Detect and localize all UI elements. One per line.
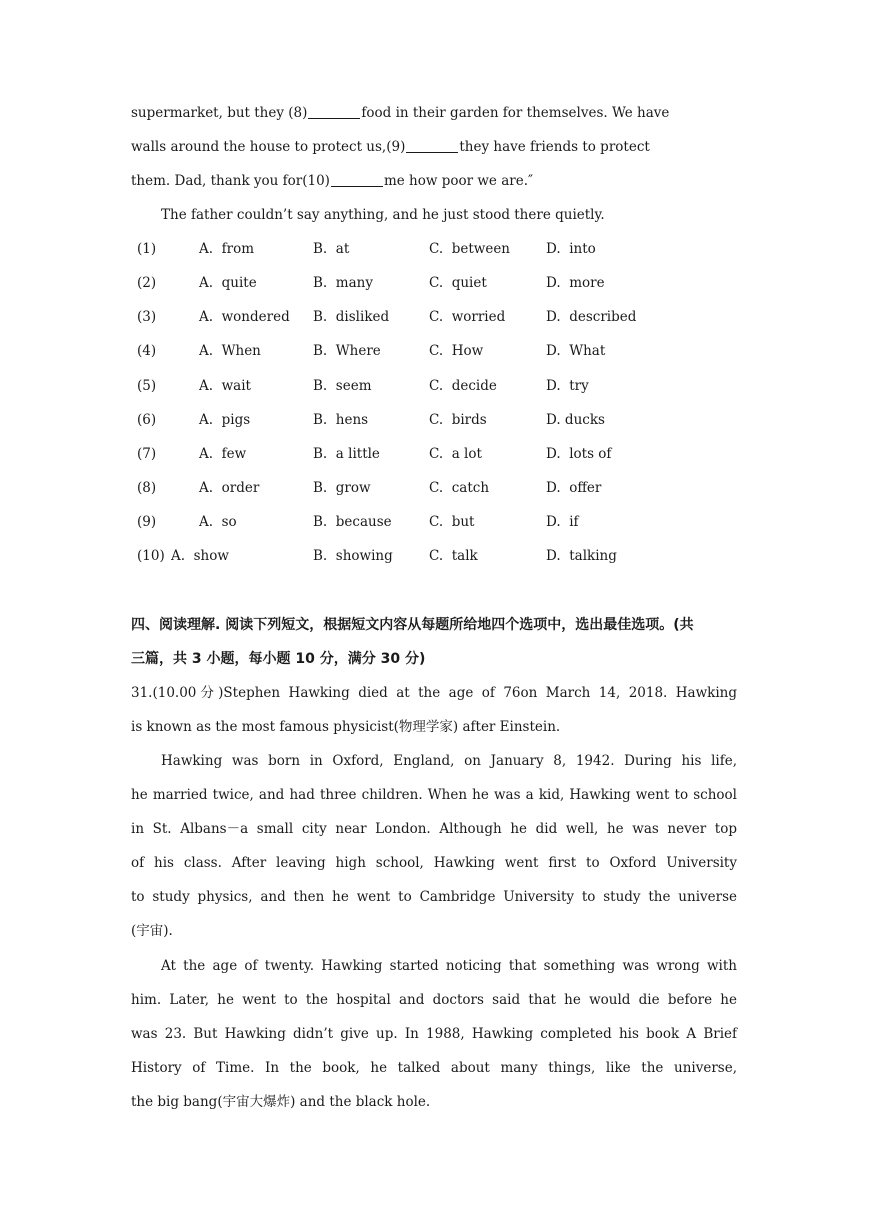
question-number: (3) bbox=[137, 309, 157, 325]
option-row bbox=[131, 505, 731, 539]
reading-line: (宇宙). bbox=[131, 923, 173, 939]
question-number: (4) bbox=[137, 343, 157, 359]
question-number: (1) bbox=[137, 241, 157, 257]
reading-line: was 23. But Hawking didn’t give up. In 1988, Hawking completed his book A Brief bbox=[131, 1026, 737, 1042]
option-c: C. decide bbox=[429, 378, 497, 394]
passage-text: food in their garden for themselves. We have bbox=[361, 105, 670, 121]
option-d: D. ducks bbox=[546, 412, 605, 428]
passage-text: me how poor we are.″ bbox=[383, 173, 534, 189]
question-number: (5) bbox=[137, 378, 157, 394]
passage-line-4: The father couldn’t say anything, and he just stood there quietly. bbox=[161, 207, 605, 223]
reading-line: to study physics, and then he went to Cambridge University to study the universe bbox=[131, 889, 737, 905]
section-heading-line-1: 四、阅读理解. 阅读下列短文，根据短文内容从每题所给地四个选项中，选出最佳选项。(共 bbox=[131, 617, 694, 633]
question-number: (8) bbox=[137, 480, 157, 496]
reading-line: in St. Albans－a small city near London. Although he did well, he was never top bbox=[131, 821, 737, 837]
reading-line: 31.(10.00分)Stephen Hawking died at the age of 76on March 14, 2018. Hawking bbox=[131, 685, 737, 701]
passage-text: they have friends to protect bbox=[459, 139, 650, 155]
option-row bbox=[131, 266, 731, 300]
option-c: C. a lot bbox=[429, 446, 482, 462]
option-a: A. pigs bbox=[199, 412, 251, 428]
option-row bbox=[131, 300, 731, 334]
option-a: A. order bbox=[199, 480, 260, 496]
option-row bbox=[131, 369, 731, 403]
option-c: C. catch bbox=[429, 480, 490, 496]
option-d: D. offer bbox=[546, 480, 602, 496]
option-b: B. showing bbox=[313, 548, 393, 564]
passage-text: them. Dad, thank you for(10) bbox=[131, 173, 330, 189]
passage-line-1 bbox=[131, 96, 737, 130]
option-row bbox=[131, 539, 731, 573]
question-number: (6) bbox=[137, 412, 157, 428]
option-row bbox=[131, 471, 731, 505]
option-row bbox=[131, 334, 731, 368]
option-d: D. talking bbox=[546, 548, 617, 564]
option-a: A. quite bbox=[199, 275, 257, 291]
option-d: D. if bbox=[546, 514, 579, 530]
passage-line-3 bbox=[131, 164, 737, 198]
reading-line: is known as the most famous physicist(物理学家) after Einstein. bbox=[131, 719, 561, 735]
option-row bbox=[131, 437, 731, 471]
reading-line: he married twice, and had three children. When he was a kid, Hawking went to school bbox=[131, 787, 737, 803]
option-a: A. show bbox=[171, 548, 229, 564]
reading-line: History of Time. In the book, he talked about many things, like the universe, bbox=[131, 1060, 737, 1076]
answer-blank-8 bbox=[308, 117, 360, 119]
option-a: A. wondered bbox=[199, 309, 290, 325]
passage-text: supermarket, but they (8) bbox=[131, 105, 308, 121]
question-number: (2) bbox=[137, 275, 157, 291]
option-a: A. When bbox=[199, 343, 261, 359]
reading-line: Hawking was born in Oxford, England, on January 8, 1942. During his life, bbox=[161, 753, 737, 769]
option-b: B. a little bbox=[313, 446, 380, 462]
option-d: D. try bbox=[546, 378, 589, 394]
option-a: A. from bbox=[199, 241, 255, 257]
answer-blank-9 bbox=[406, 151, 458, 153]
option-a: A. so bbox=[199, 514, 237, 530]
option-c: C. talk bbox=[429, 548, 478, 564]
option-a: A. few bbox=[199, 446, 247, 462]
section-heading-line-2: 三篇，共 3 小题，每小题 10 分，满分 30 分) bbox=[131, 651, 426, 667]
reading-line: of his class. After leaving high school, Hawking went first to Oxford University bbox=[131, 855, 737, 871]
answer-blank-10 bbox=[331, 185, 383, 187]
question-number: (7) bbox=[137, 446, 157, 462]
option-b: B. Where bbox=[313, 343, 381, 359]
option-d: D. more bbox=[546, 275, 605, 291]
passage-line-2 bbox=[131, 130, 737, 164]
option-d: D. lots of bbox=[546, 446, 612, 462]
option-b: B. because bbox=[313, 514, 392, 530]
question-number: (10) bbox=[137, 548, 165, 564]
option-c: C. but bbox=[429, 514, 475, 530]
option-d: D. into bbox=[546, 241, 596, 257]
passage-text: walls around the house to protect us,(9) bbox=[131, 139, 406, 155]
reading-line: him. Later, he went to the hospital and doctors said that he would die before he bbox=[131, 992, 737, 1008]
option-a: A. wait bbox=[199, 378, 251, 394]
reading-line: the big bang(宇宙大爆炸) and the black hole. bbox=[131, 1094, 431, 1110]
option-c: C. between bbox=[429, 241, 511, 257]
option-d: D. What bbox=[546, 343, 606, 359]
option-d: D. described bbox=[546, 309, 637, 325]
option-c: C. worried bbox=[429, 309, 506, 325]
option-b: B. seem bbox=[313, 378, 372, 394]
option-b: B. at bbox=[313, 241, 350, 257]
option-c: C. birds bbox=[429, 412, 487, 428]
option-c: C. quiet bbox=[429, 275, 487, 291]
option-row bbox=[131, 403, 731, 437]
reading-line: At the age of twenty. Hawking started noticing that something was wrong with bbox=[161, 958, 737, 974]
option-c: C. How bbox=[429, 343, 484, 359]
option-row bbox=[131, 232, 731, 266]
option-b: B. many bbox=[313, 275, 373, 291]
question-number: (9) bbox=[137, 514, 157, 530]
option-b: B. grow bbox=[313, 480, 371, 496]
option-b: B. hens bbox=[313, 412, 369, 428]
option-b: B. disliked bbox=[313, 309, 390, 325]
